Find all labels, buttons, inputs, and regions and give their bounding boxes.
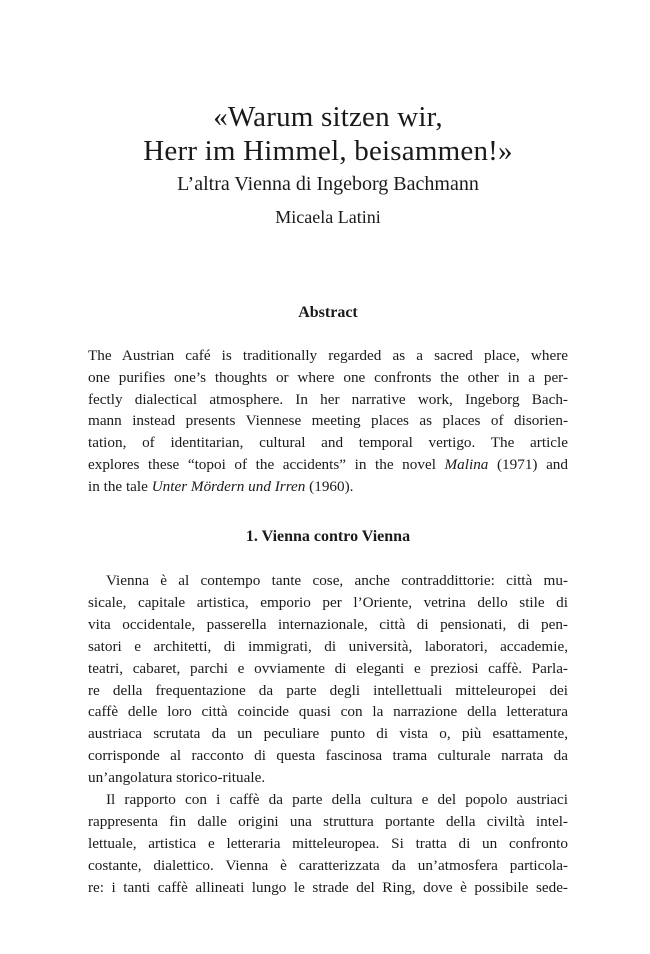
abstract-text: [88, 345, 568, 498]
section-heading: 1. Vienna contro Vienna: [245, 528, 411, 545]
title-line-1: «Warum sitzen wir,: [213, 101, 443, 133]
abstract-line-7-post: (1960).: [305, 477, 354, 495]
page: [88, 0, 568, 954]
tale-title: Unter Mördern und Irren: [151, 477, 306, 495]
body-line: lettuale, artistica e letteraria mitteleuropea. Si tratta di un confronto: [88, 834, 568, 852]
author: Micaela Latini: [275, 207, 381, 227]
abstract-line: mann instead presents Viennese meeting places as places of disorien-: [88, 412, 568, 430]
body-line: costante, dialettico. Vienna è caratterizzata da un’atmosfera particola-: [88, 856, 568, 874]
novel-title: Malina: [444, 455, 489, 473]
abstract-line: [88, 476, 568, 498]
body-line: teatri, cabaret, parchi e ovviamente di eleganti e preziosi caffè. Parla-: [88, 659, 568, 677]
abstract-line: tation, of identitarian, cultural and temporal vertigo. The article: [88, 434, 568, 452]
section-body: [88, 570, 568, 899]
abstract-line-7-pre: in the tale: [88, 477, 152, 495]
abstract-line: fectly dialectical atmosphere. In her narrative work, Ingeborg Bach-: [88, 390, 568, 408]
body-line: re: i tanti caffè allineati lungo le strade del Ring, dove è possibile sede-: [88, 878, 568, 896]
body-line: re della frequentazione da parte degli intellettuali mitteleuropei dei: [88, 681, 568, 699]
abstract-line: one purifies one’s thoughts or where one confronts the other in a per-: [88, 368, 568, 386]
body-line: corrisponde al racconto di questa fascinosa trama culturale narrata da: [88, 747, 568, 765]
body-line: un’angolatura storico-rituale.: [88, 769, 266, 787]
body-line: sicale, capitale artistica, emporio per l’Oriente, vetrina dello stile di: [88, 593, 568, 611]
body-line: caffè delle loro città coincide quasi con la narrazione della letteratura: [88, 703, 568, 721]
body-line: satori e architetti, di immigrati, di università, laboratori, accademie,: [88, 637, 568, 655]
abstract-heading: Abstract: [298, 304, 358, 321]
abstract-line-6-post: (1971) and: [488, 455, 568, 473]
abstract-line: The Austrian café is traditionally regarded as a sacred place, where: [88, 347, 568, 364]
body-line: Il rapporto con i caffè da parte della cultura e del popolo austriaci: [106, 791, 568, 809]
body-line: rappresenta fin dalle origini una struttura portante della civiltà intel-: [88, 812, 568, 830]
abstract-line-6-pre: explores these “topoi of the accidents” in the novel: [88, 455, 445, 473]
body-line: vita occidentale, passerella internazionale, città di pensionati, di pen-: [88, 615, 568, 633]
body-line: Vienna è al contempo tante cose, anche contraddittorie: città mu-: [106, 572, 568, 589]
title-line-2: Herr im Himmel, beisammen!»: [143, 135, 513, 167]
abstract-line: [88, 454, 568, 476]
title-block: [88, 100, 568, 230]
subtitle: L’altra Vienna di Ingeborg Bachmann: [177, 173, 479, 195]
body-line: austriaca scrutata da un peculiare punto di vista o, più esattamente,: [88, 725, 568, 743]
